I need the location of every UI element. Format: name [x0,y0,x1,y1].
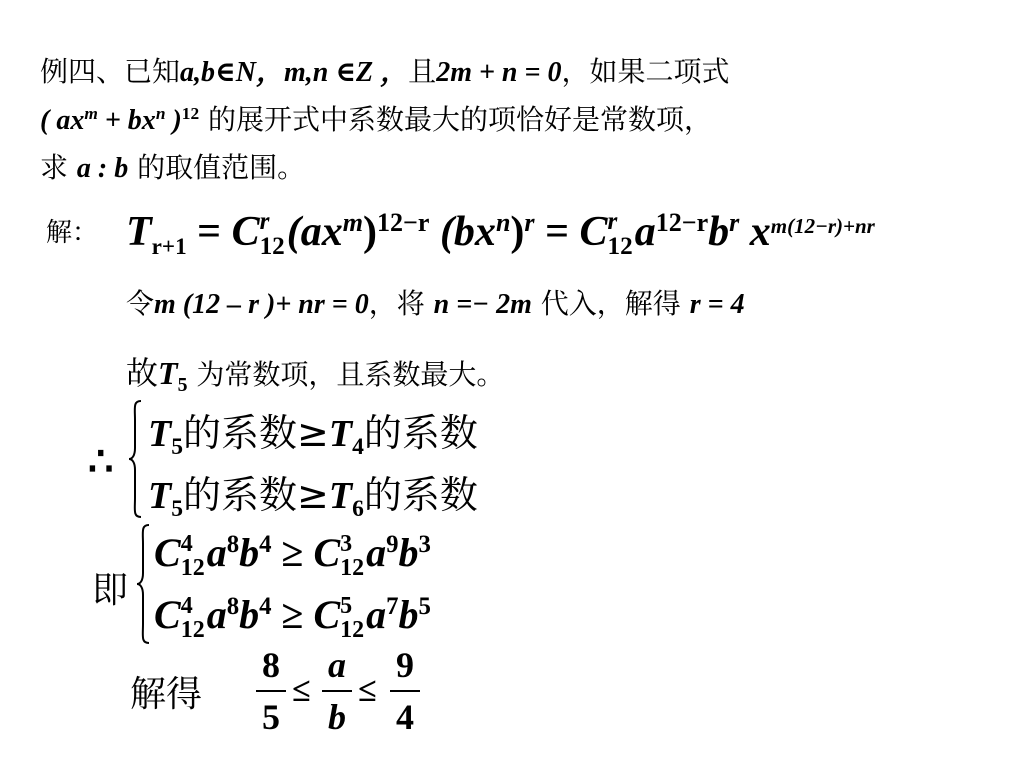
system1-row2-tail: 的系数 [363,473,478,517]
fraction-left-denominator: 5 [262,697,280,737]
variable-x: x [739,209,771,255]
system2-row2-lhs-b: b [239,592,260,637]
system2-row1-lhs-a-pow: 8 [226,531,240,559]
fraction-middle-denominator: b [328,697,346,737]
fraction-left-bar [256,690,286,692]
system1-row2-T2: T [328,475,353,517]
system2-row2-rhs-b-pow: 5 [418,593,431,621]
vars-mn: m,n [283,57,329,88]
system1-row1-T1-sub: 5 [171,434,183,461]
system2-row2-rhs-C-sub: 12 [340,617,365,643]
system2-row2-lhs-C-sup: 4 [180,593,193,619]
factor-ax-close: ) [363,209,378,255]
brace-system-1 [128,400,142,518]
system1-row2-T2-sub: 6 [352,496,364,523]
equals-2: = [534,209,580,255]
combination2-sub: 12 [607,233,633,260]
solution-label: 解： [46,218,99,248]
problem-line-1 [40,50,729,90]
fraction-right-bar [390,690,420,692]
term-T-subscript: r+1 [151,233,187,260]
problem-line-2 [40,98,712,138]
binomial-n-exponent: n [155,104,166,124]
factor-bx-exponent: n [495,207,511,237]
problem-label: 例四、已知 [40,55,181,88]
system2-row1-lhs-a: a [206,530,227,575]
set-exponent-line [126,282,745,322]
system2-row2-rhs-a-pow: 7 [386,593,399,621]
system2-row1-rhs-b-pow: 3 [418,531,431,559]
combination-C: C [231,209,260,255]
system2-row2-lhs-C: C [154,592,181,637]
conclusion-T-subscript: 5 [177,373,188,396]
variable-x-power: m(12−r)+nr [770,214,875,239]
combination-C2: C [579,209,608,255]
le-symbol-2: ≤ [358,672,377,709]
factor-ax: (ax [286,209,343,255]
coef-a-power: 12−r [655,207,709,237]
binomial-close: ) [165,105,182,136]
conclusion-line [126,348,504,394]
system1-row1-mid: 的系数≥ [183,411,329,455]
constraint-equation: 2m + n = 0 [436,57,562,88]
system2-row1-rhs-a: a [366,530,387,575]
system2-row2-lhs-b-pow: 4 [259,593,272,621]
combination-indices-2 [608,209,633,259]
problem-line-1-tail: ，如果二项式 [561,55,730,88]
system1-row1-T2-sub: 4 [352,434,364,461]
coef-b: b [708,209,730,255]
set-line-mid: ，将 [368,287,434,320]
general-term-formula [126,196,875,273]
system2-row1-rhs-indices [340,532,364,580]
fraction-right-denominator: 4 [396,697,414,737]
and-word: 且 [408,55,437,88]
result-label: 解得 [130,674,203,715]
system2-row2-rhs-indices [340,594,364,642]
fraction-left [256,644,286,738]
system2-row1-ge: ≥ [271,530,314,575]
fraction-left-numerator: 8 [262,645,280,685]
equals-1: = [186,209,232,255]
vars-ab: a,b [180,57,216,88]
system2-row1-lhs-C-sub: 12 [180,555,205,581]
combination2-sup: r [607,207,618,235]
binomial-open: ( ax [40,105,85,136]
problem-line-3 [40,146,305,186]
conclusion-T: T [158,355,178,391]
system2-row2-rhs-b: b [398,592,419,637]
fraction-middle-numerator: a [328,645,346,685]
system1-row1-tail: 的系数 [363,411,478,455]
exponent-equation: m (12 – r )+ nr = 0 [154,289,369,320]
coef-b-power: r [729,207,740,237]
problem-line-3-head: 求 [40,151,77,184]
in-N: ∈N， [215,57,284,88]
system2-row1-lhs-C: C [154,530,181,575]
problem-line-2-tail: 的展开式中系数最大的项恰好是常数项， [199,103,713,136]
system1-row2-T1: T [148,475,172,517]
factor-bx-power: r [524,207,535,237]
fraction-middle-bar [322,690,352,692]
ling-word: 令 [126,287,155,320]
combination-sub: 12 [259,233,285,260]
system2-row1-rhs-b: b [398,530,419,575]
system2-row2-lhs-indices [181,594,205,642]
set-line-tail: 代入，解得 [531,287,690,320]
combination-indices [260,209,285,259]
system2-row1-lhs-indices [181,532,205,580]
system1-row2-mid: 的系数≥ [183,473,329,517]
system2-row1-rhs-C-sub: 12 [340,555,365,581]
system2-row2-lhs-a: a [206,592,227,637]
therefore-symbol: ∴ [88,439,114,484]
factor-bx: (bx [429,209,496,255]
binomial-plus-bx: + bx [97,105,156,136]
ji-word: 即 [92,570,129,611]
system2-row1-lhs-b: b [239,530,260,575]
system2-row2-lhs-a-pow: 8 [226,593,240,621]
system2-row-1 [154,524,431,588]
system1-row1-T1: T [148,413,172,455]
system2-row2-rhs-C: C [313,592,341,637]
system2-row2-rhs-a: a [366,592,387,637]
fraction-middle [322,644,352,738]
system2-row1-lhs-C-sup: 4 [180,531,193,557]
factor-bx-close: ) [510,209,525,255]
le-symbol-1: ≤ [292,672,311,709]
r-result: r = 4 [689,289,745,320]
conclusion-tail: 为常数项，且系数最大。 [187,358,505,391]
gu-word: 故 [126,354,159,392]
system1-row1-T2: T [328,413,353,455]
factor-ax-power: 12−r [377,207,430,237]
binomial-power: 12 [181,104,200,124]
term-T: T [126,209,152,255]
substitution: n =− 2m [433,289,532,320]
system2-row2-lhs-C-sub: 12 [180,617,205,643]
ratio-a-b: a : b [76,153,129,184]
system2-row-2 [154,586,431,650]
binomial-m-exponent: m [84,104,98,124]
combination-sup: r [259,207,270,235]
system2-row1-rhs-C: C [313,530,341,575]
system2-row1-rhs-C-sup: 3 [340,531,353,557]
system1-row-1 [148,402,478,461]
system2-row1-rhs-a-pow: 9 [386,531,399,559]
system2-row2-ge: ≥ [271,592,314,637]
system1-row2-T1-sub: 5 [171,496,183,523]
coef-a: a [634,209,656,255]
system2-row2-rhs-C-sup: 5 [340,593,353,619]
factor-ax-exponent: m [342,207,364,237]
problem-line-3-tail: 的取值范围。 [128,151,306,184]
system1-row-2 [148,464,478,523]
brace-system-2 [136,524,150,644]
system2-row1-lhs-b-pow: 4 [259,531,272,559]
in-Z: ∈Z ， [328,57,409,88]
fraction-right-numerator: 9 [396,645,414,685]
fraction-right [390,644,420,738]
